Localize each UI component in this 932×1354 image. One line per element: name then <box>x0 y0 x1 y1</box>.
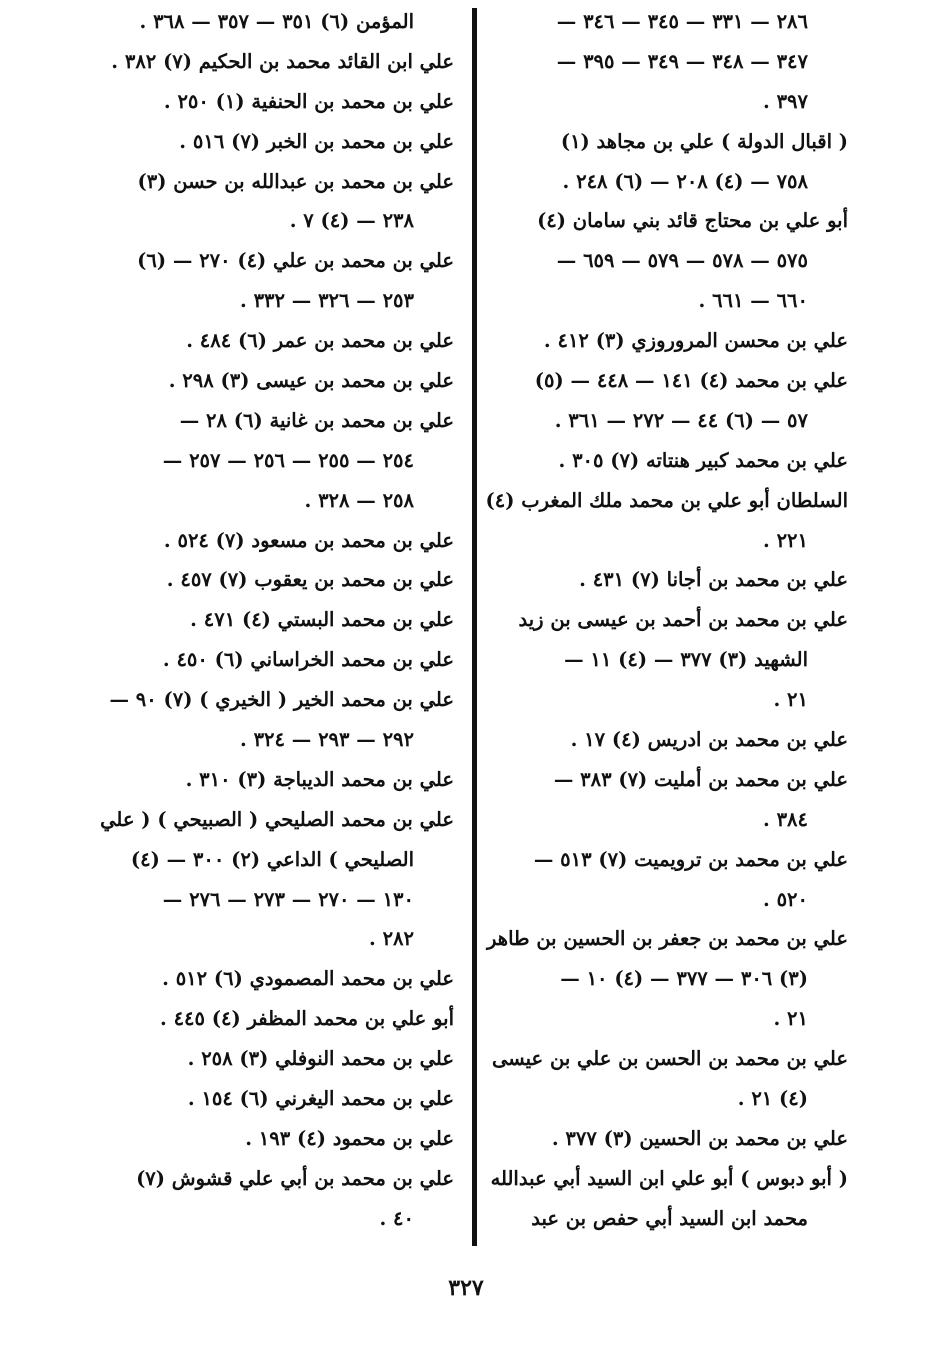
index-entry-line: علي بن محمد بن يعقوب (٧) ٤٥٧ . <box>166 568 454 592</box>
index-entry-line: علي بن محمد بن جعفر بن الحسين بن طاهر <box>487 927 848 951</box>
index-entry-line: علي بن محمد اليغرني (٦) ١٥٤ . <box>187 1087 454 1111</box>
index-entry-line: ٦٦٠ — ٦٦١ . <box>698 289 808 313</box>
index-entry-line: علي بن محمد الصليحي ( الصبيحي ) ( علي <box>100 807 454 831</box>
page-number: ٣٢٧ <box>448 1275 484 1301</box>
index-entry-line: المؤمن (٦) ٣٥١ — ٣٥٧ — ٣٦٨ . <box>139 10 414 33</box>
index-entry-line: علي بن محمد كبير هنتاته (٧) ٣٠٥ . <box>558 448 848 472</box>
index-entry-line: أبو علي بن محتاج قائد بني سامان (٤) <box>537 209 848 233</box>
index-entry-line: ٢٨٦ — ٣٣١ — ٣٤٥ — ٣٤٦ — <box>556 10 808 33</box>
index-entry-line: ٢١ . <box>773 688 808 712</box>
index-entry-line: علي بن محسن المروروزي (٣) ٤١٢ . <box>543 329 848 353</box>
index-entry-line: (٤) ٢١ . <box>737 1087 808 1111</box>
index-entry-line: (٣) ٣٠٦ — ٣٧٧ — (٤) ١٠ — <box>560 967 808 991</box>
index-entry-line: ( أبو دبوس ) أبو علي ابن السيد أبي عبدالله <box>490 1166 848 1190</box>
index-entry-line: علي بن محمد بن الحنفية (١) ٢٥٠ . <box>163 89 454 113</box>
index-entry-line: علي بن محمد الخراساني (٦) ٤٥٠ . <box>162 648 454 672</box>
index-entry-line: ٢٥٤ — ٢٥٥ — ٢٥٦ — ٢٥٧ — <box>162 448 414 472</box>
index-entry-line: علي بن محمد بن ادريس (٤) ١٧ . <box>570 728 848 752</box>
index-entry-line: ٣٩٧ . <box>763 89 808 113</box>
index-entry-line: أبو علي بن محمد المظفر (٤) ٤٤٥ . <box>160 1007 454 1031</box>
index-entry-line: ٣٨٤ . <box>763 807 808 831</box>
index-entry-line: محمد ابن السيد أبي حفص بن عبد <box>531 1206 808 1230</box>
index-entry-line: علي بن محمد الخير ( الخيري ) (٧) ٩٠ — <box>109 688 454 712</box>
index-entry-line: ٢٩٢ — ٢٩٣ — ٣٢٤ . <box>240 728 414 752</box>
index-entry-line: علي بن محمد البستي (٤) ٤٧١ . <box>190 608 454 632</box>
index-entry-line: ١٣٠ — ٢٧٠ — ٢٧٣ — ٢٧٦ — <box>162 887 414 911</box>
index-entry-line: علي بن محمد بن الحسن بن علي بن عيسى <box>492 1047 848 1071</box>
index-entry-line: علي بن محمد بن أبي علي قشوش (٧) <box>136 1166 454 1190</box>
column-divider <box>472 8 477 1246</box>
index-entry-line: ٥٧ — (٦) ٤٤ — ٢٧٢ — ٣٦١ . <box>554 408 808 432</box>
index-entry-line: علي بن محمد بن عبدالله بن حسن (٣) <box>137 169 454 193</box>
index-entry-line: علي بن محمد بن عيسى (٣) ٢٩٨ . <box>168 369 454 393</box>
index-entry-line: ٢٨٢ . <box>369 927 414 951</box>
index-entry-line: ٢٣٨ — (٤) ٧ . <box>289 209 414 233</box>
index-entry-line: السلطان أبو علي بن محمد ملك المغرب (٤) <box>485 488 848 512</box>
index-column-right <box>485 2 848 1239</box>
index-entry-line: الصليحي ) الداعي (٢) ٣٠٠ — (٤) <box>130 847 414 871</box>
index-entry-line: علي بن محمد بن ترويميت (٧) ٥١٣ — <box>533 847 848 871</box>
index-entry-line: علي بن محمد بن الحسين (٣) ٣٧٧ . <box>551 1126 848 1150</box>
index-entry-line: علي بن محمد الديباجة (٣) ٣١٠ . <box>185 767 454 791</box>
index-entry-line: علي بن محمد المصمودي (٦) ٥١٢ . <box>162 967 454 991</box>
index-entry-line: علي بن محمد بن علي (٤) ٢٧٠ — (٦) <box>137 249 454 273</box>
index-entry-line: علي بن محمد بن أمليت (٧) ٣٨٣ — <box>553 767 848 791</box>
index-entry-line: علي بن محمد بن غانية (٦) ٢٨ — <box>179 408 454 432</box>
index-entry-line: علي بن محمد بن الخبر (٧) ٥١٦ . <box>179 129 454 153</box>
index-column-left <box>100 2 454 1239</box>
index-entry-line: علي بن محمد (٤) ١٤١ — ٤٤٨ — (٥) <box>534 369 848 393</box>
index-entry-line: علي بن محمود (٤) ١٩٣ . <box>245 1126 454 1150</box>
index-entry-line: ٢١ . <box>773 1007 808 1031</box>
index-entry-line: ٣٤٧ — ٣٤٨ — ٣٤٩ — ٣٩٥ — <box>556 49 808 73</box>
index-entry-line: ٥٧٥ — ٥٧٨ — ٥٧٩ — ٦٥٩ — <box>556 249 808 273</box>
index-entry-line: الشهيد (٣) ٣٧٧ — (٤) ١١ — <box>564 648 808 672</box>
index-entry-line: ٥٢٠ . <box>763 887 808 911</box>
index-entry-line: علي بن محمد بن عمر (٦) ٤٨٤ . <box>186 329 454 353</box>
index-entry-line: علي بن محمد بن مسعود (٧) ٥٢٤ . <box>163 528 454 552</box>
index-entry-line: ٢٥٣ — ٣٢٦ — ٣٣٢ . <box>240 289 414 313</box>
index-entry-line: علي بن محمد بن أحمد بن عيسى بن زيد <box>518 608 848 632</box>
index-entry-line: ٢٥٨ — ٣٢٨ . <box>304 488 414 512</box>
index-entry-line: علي بن محمد النوفلي (٣) ٢٥٨ . <box>187 1047 454 1071</box>
index-entry-line: علي ابن القائد محمد بن الحكيم (٧) ٣٨٢ . <box>111 49 454 73</box>
index-entry-line: ٤٠ . <box>379 1206 414 1230</box>
index-entry-line: علي بن محمد بن أجانا (٧) ٤٣١ . <box>579 568 848 592</box>
index-entry-line: ( اقبال الدولة ) علي بن مجاهد (١) <box>560 129 848 153</box>
index-entry-line: ٧٥٨ — (٤) ٢٠٨ — (٦) ٢٤٨ . <box>562 169 808 193</box>
index-entry-line: ٢٢١ . <box>763 528 808 552</box>
